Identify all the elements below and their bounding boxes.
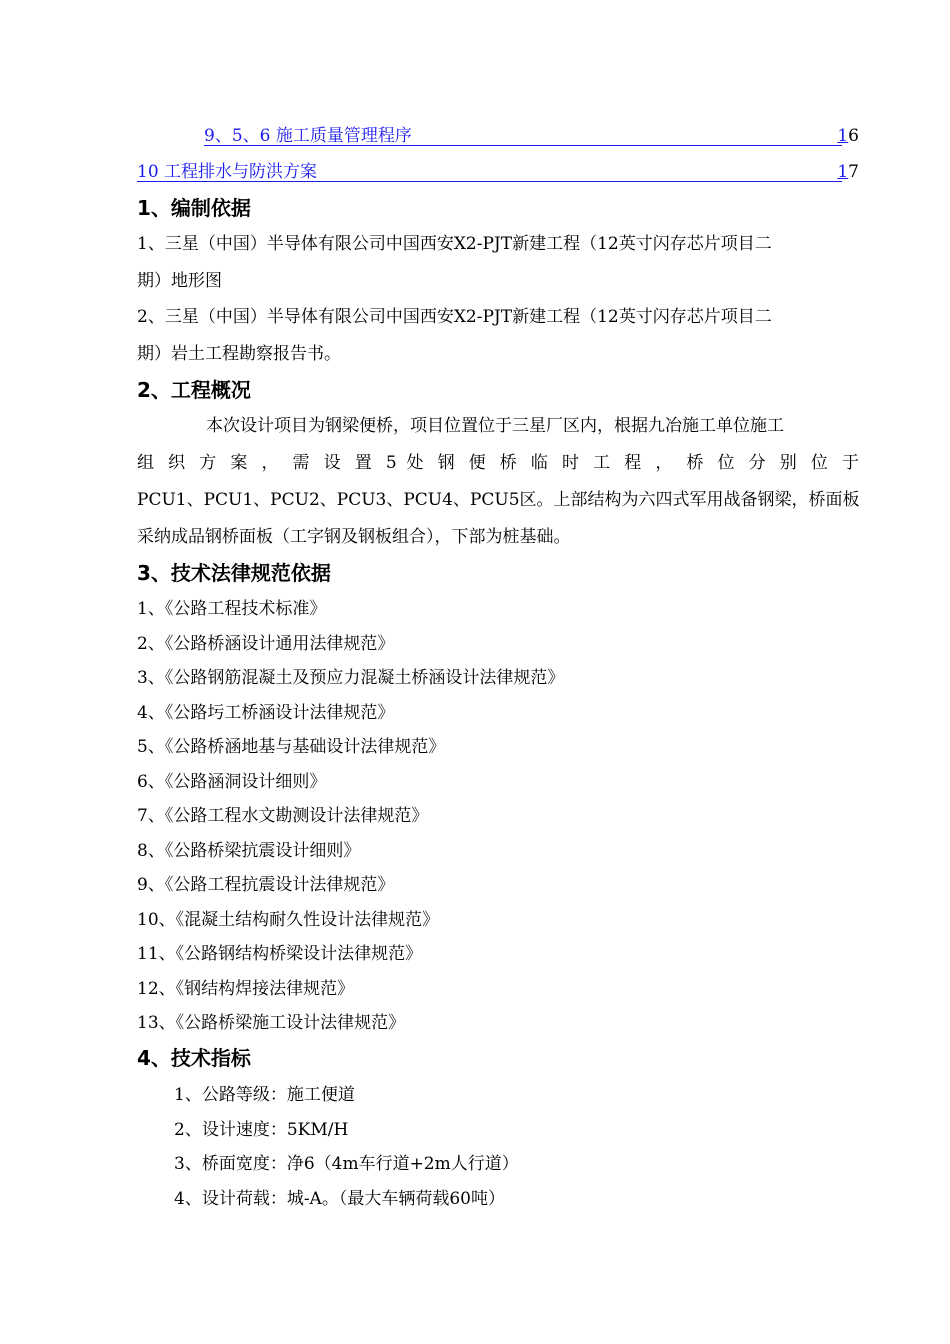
toc-page-number: 16 bbox=[837, 126, 859, 146]
list-item: 3、桥面宽度：净6（4m车行道+2m人行道） bbox=[174, 1154, 519, 1174]
toc-entry-label[interactable]: 9、5、6 施工质量管理程序 bbox=[204, 126, 412, 146]
list-item: 1、公路等级：施工便道 bbox=[174, 1085, 355, 1105]
list-item: 8、《公路桥梁抗震设计细则》 bbox=[137, 841, 361, 861]
list-item: 12、《钢结构焊接法律规范》 bbox=[137, 979, 355, 999]
paragraph-line: 期）地形图 bbox=[137, 271, 222, 291]
list-item: 11、《公路钢结构桥梁设计法律规范》 bbox=[137, 944, 423, 964]
list-item: 1、《公路工程技术标准》 bbox=[137, 599, 327, 619]
section-heading: 2、工程概况 bbox=[137, 378, 251, 402]
list-item: 2、设计速度：5KM/H bbox=[174, 1120, 349, 1140]
section-heading: 4、技术指标 bbox=[137, 1046, 251, 1070]
section-heading: 1、编制依据 bbox=[137, 196, 251, 220]
toc-entry[interactable] bbox=[137, 123, 859, 149]
list-item: 2、《公路桥涵设计通用法律规范》 bbox=[137, 634, 395, 654]
list-item: 7、《公路工程水文勘测设计法律规范》 bbox=[137, 806, 429, 826]
paragraph-line: 组 织 方 案 ， 需 设 置 5 处 钢 便 桥 临 时 工 程 ， 桥 位 分 别 位 于 bbox=[137, 453, 859, 473]
paragraph-line: PCU1、PCU1、PCU2、PCU3、PCU4、PCU5区。上部结构为六四式军用战备钢梁，桥面板 bbox=[137, 490, 860, 510]
list-item: 4、设计荷载：城-A。（最大车辆荷载60吨） bbox=[174, 1189, 505, 1209]
list-item: 4、《公路圬工桥涵设计法律规范》 bbox=[137, 703, 395, 723]
list-item: 3、《公路钢筋混凝土及预应力混凝土桥涵设计法律规范》 bbox=[137, 668, 565, 688]
list-item: 10、《混凝土结构耐久性设计法律规范》 bbox=[137, 910, 440, 930]
list-item: 5、《公路桥涵地基与基础设计法律规范》 bbox=[137, 737, 446, 757]
toc-entry[interactable] bbox=[137, 159, 859, 185]
paragraph-line: 本次设计项目为钢梁便桥，项目位置位于三星厂区内，根据九冶施工单位施工 bbox=[206, 416, 784, 436]
paragraph-line: 期）岩土工程勘察报告书。 bbox=[137, 344, 341, 364]
section-heading: 3、技术法律规范依据 bbox=[137, 561, 331, 585]
list-item: 9、《公路工程抗震设计法律规范》 bbox=[137, 875, 395, 895]
toc-page-number: 17 bbox=[837, 162, 859, 182]
paragraph-line: 1、三星（中国）半导体有限公司中国西安X2-PJT新建工程（12英寸闪存芯片项目二 bbox=[137, 234, 772, 254]
paragraph-line: 采纳成品钢桥面板（工字钢及钢板组合），下部为桩基础。 bbox=[137, 527, 571, 547]
toc-entry-label[interactable]: 10 工程排水与防洪方案 bbox=[137, 162, 318, 182]
paragraph-line: 2、三星（中国）半导体有限公司中国西安X2-PJT新建工程（12英寸闪存芯片项目二 bbox=[137, 307, 772, 327]
list-item: 6、《公路涵洞设计细则》 bbox=[137, 772, 327, 792]
list-item: 13、《公路桥梁施工设计法律规范》 bbox=[137, 1013, 406, 1033]
